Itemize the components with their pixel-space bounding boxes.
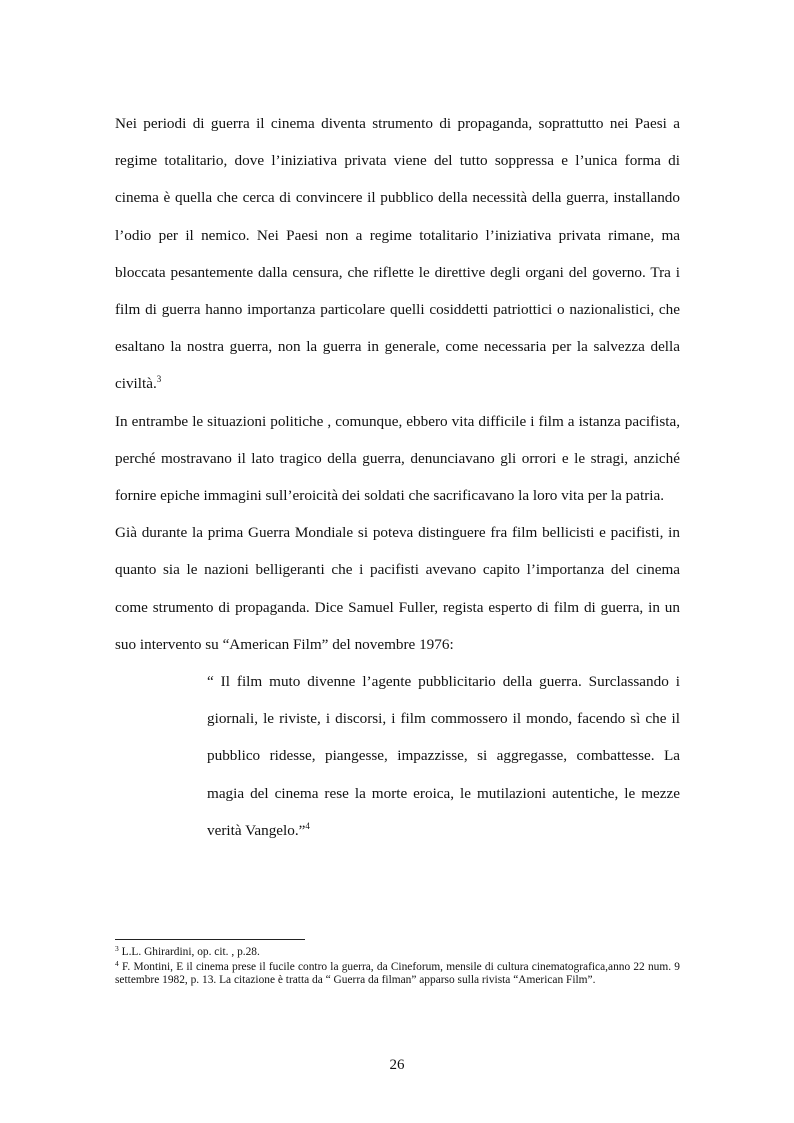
footnote xyxy=(115,946,680,960)
paragraph xyxy=(115,514,680,663)
quote-text: “ Il film muto divenne l’agente pubblicitario della guerra. Surclassando i giornali, le riviste, i discorsi, i film commossero il mondo, facendo sì che il pubblico ridesse, piangesse, impazzisse, si aggregasse, combattesse. La magia del cinema rese la morte eroica, le mutilazioni autentiche, le mezze verità Vangelo.” xyxy=(207,673,680,839)
footnote-separator xyxy=(115,939,305,940)
paragraph xyxy=(115,105,680,403)
footnote-text: L.L. Ghirardini, op. cit. , p.28. xyxy=(121,946,260,958)
footnote-reference: 4 xyxy=(305,820,310,831)
page-number: 26 xyxy=(389,1057,405,1073)
footnotes xyxy=(115,946,680,989)
body-text xyxy=(115,105,680,849)
footnote-text: F. Montini, E il cinema prese il fucile contro la guerra, da Cineforum, mensile di cultura cinematografica,anno 22 num. 9 settembre 1982, p. 13. La citazione è tratta da “ Guerra da filman” apparso sulla rivista “American Film”. xyxy=(115,960,680,987)
footnote-number: 3 xyxy=(115,944,119,953)
paragraph-text: Già durante la prima Guerra Mondiale si poteva distinguere fra film bellicisti e pacifisti, in quanto sia le nazioni belligeranti che i pacifisti avevano capito l’importanza del cinema come strumento di propaganda. Dice Samuel Fuller, regista esperto di film di guerra, in un suo intervento su “American Film” del novembre 1976: xyxy=(115,524,680,653)
paragraph-text: In entrambe le situazioni politiche , comunque, ebbero vita difficile i film a istanza pacifista, perché mostravano il lato tragico della guerra, denunciavano gli orrori e le stragi, anziché fornire epiche immagini sull’eroicità dei soldati che sacrificavano la loro vita per la patria. xyxy=(115,412,680,505)
paragraph-text: Nei periodi di guerra il cinema diventa strumento di propaganda, soprattutto nei Paesi a regime totalitario, dove l’iniziativa privata viene del tutto soppressa e l’unica forma di cinema è quella che cerca di convincere il pubblico della necessità della guerra, installando l’odio per il nemico. Nei Paesi non a regime totalitario l’iniziativa privata rimane, ma bloccata pesantemente dalla censura, che riflette le direttive degli organi del governo. Tra i film di guerra hanno importanza particolare quelli cosiddetti patriottici o nazionalistici, che esaltano la nostra guerra, non la guerra in generale, come necessaria per la salvezza della civiltà. xyxy=(115,115,680,393)
footnote-number: 4 xyxy=(115,958,119,968)
block-quote xyxy=(207,663,680,849)
footnote xyxy=(115,958,680,988)
paragraph xyxy=(115,403,680,515)
footnote-reference: 3 xyxy=(156,374,162,385)
